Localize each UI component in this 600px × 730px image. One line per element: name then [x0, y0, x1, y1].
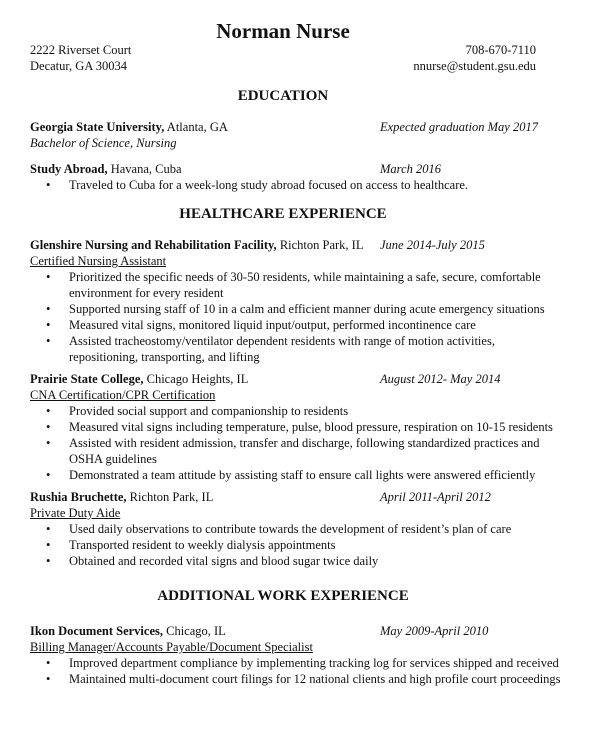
list-item: • Used daily observations to contribute towards the development of resident’s plan of care	[30, 521, 566, 537]
healthcare-entry-glenshire	[30, 237, 566, 365]
list-item: • Improved department compliance by implementing tracking log for services shipped and received	[30, 655, 566, 671]
glenshire-location: Richton Park, IL	[276, 238, 364, 252]
healthcare-entry-prairie	[30, 371, 566, 483]
ikon-bullets	[30, 655, 566, 687]
glenshire-org: Glenshire Nursing and Rehabilitation Facility,	[30, 238, 277, 252]
ikon-header-row	[30, 623, 566, 639]
rushia-header-row	[30, 489, 566, 505]
abroad-header-row	[30, 161, 566, 177]
healthcare-entry-rushia	[30, 489, 566, 569]
list-item: • Traveled to Cuba for a week-long study abroad focused on access to healthcare.	[30, 177, 566, 193]
rushia-role: Private Duty Aide	[30, 506, 121, 520]
address-block	[30, 42, 131, 74]
candidate-name: Norman Nurse	[216, 19, 350, 43]
ikon-role: Billing Manager/Accounts Payable/Document Specialist	[30, 640, 313, 654]
additional-entry-ikon	[30, 623, 566, 687]
prairie-date: August 2012- May 2014	[380, 372, 501, 386]
prairie-bullets	[30, 403, 566, 483]
glenshire-role: Certified Nursing Assistant	[30, 254, 167, 268]
prairie-role: CNA Certification/CPR Certification	[30, 388, 216, 402]
address-line-2: Decatur, GA 30034	[30, 59, 128, 73]
list-item: • Assisted with resident admission, transfer and discharge, following standardized practices and OSHA guidelines	[30, 435, 566, 467]
abroad-date: March 2016	[380, 162, 441, 176]
gsu-date: Expected graduation May 2017	[380, 120, 538, 134]
abroad-bullets	[30, 177, 566, 193]
education-heading: EDUCATION	[237, 88, 329, 104]
list-item: • Supported nursing staff of 10 in a calm and efficient manner during acute emergency situations	[30, 301, 566, 317]
address-line-1: 2222 Riverset Court	[30, 43, 132, 57]
additional-heading: ADDITIONAL WORK EXPERIENCE	[157, 588, 409, 604]
prairie-location: Chicago Heights, IL	[143, 372, 249, 386]
list-item: • Provided social support and companionship to residents	[30, 403, 566, 419]
list-item: • Prioritized the specific needs of 30-50 residents, while maintaining a safe, secure, comfortable environment for every resident	[30, 269, 566, 301]
ikon-date: May 2009-April 2010	[380, 624, 489, 638]
abroad-location: Havana, Cuba	[107, 162, 182, 176]
list-item: • Measured vital signs, monitored liquid input/output, performed incontinence care	[30, 317, 566, 333]
gsu-header-row	[30, 119, 566, 135]
prairie-header-row	[30, 371, 566, 387]
rushia-date: April 2011-April 2012	[380, 490, 491, 504]
education-abroad	[30, 161, 566, 193]
glenshire-bullets	[30, 269, 566, 365]
list-item: • Demonstrated a team attitude by assisting staff to ensure call lights were answered efficiently	[30, 467, 566, 483]
gsu-degree: Bachelor of Science, Nursing	[30, 136, 177, 150]
glenshire-date: June 2014-July 2015	[380, 238, 485, 252]
rushia-bullets	[30, 521, 566, 569]
list-item: • Assisted tracheostomy/ventilator dependent residents with range of motion activities, repositioning, transporting, and lifting	[30, 333, 566, 365]
phone-number: 708-670-7110	[465, 43, 536, 57]
education-gsu	[30, 119, 566, 151]
list-item: • Measured vital signs including temperature, pulse, blood pressure, respiration on 10-15 residents	[30, 419, 566, 435]
rushia-location: Richton Park, IL	[126, 490, 214, 504]
prairie-org: Prairie State College,	[30, 372, 144, 386]
list-item: • Transported resident to weekly dialysis appointments	[30, 537, 566, 553]
healthcare-heading: HEALTHCARE EXPERIENCE	[179, 206, 387, 222]
abroad-org: Study Abroad,	[30, 162, 108, 176]
gsu-location: Atlanta, GA	[164, 120, 228, 134]
list-item: • Maintained multi-document court filings for 12 national clients and high profile court proceedings	[30, 671, 566, 687]
ikon-location: Chicago, IL	[162, 624, 226, 638]
glenshire-header-row	[30, 237, 566, 253]
list-item: • Obtained and recorded vital signs and blood sugar twice daily	[30, 553, 566, 569]
ikon-org: Ikon Document Services,	[30, 624, 163, 638]
contact-block	[413, 42, 536, 74]
rushia-org: Rushia Bruchette,	[30, 490, 127, 504]
gsu-org: Georgia State University,	[30, 120, 165, 134]
email-address: nnurse@student.gsu.edu	[413, 59, 536, 73]
